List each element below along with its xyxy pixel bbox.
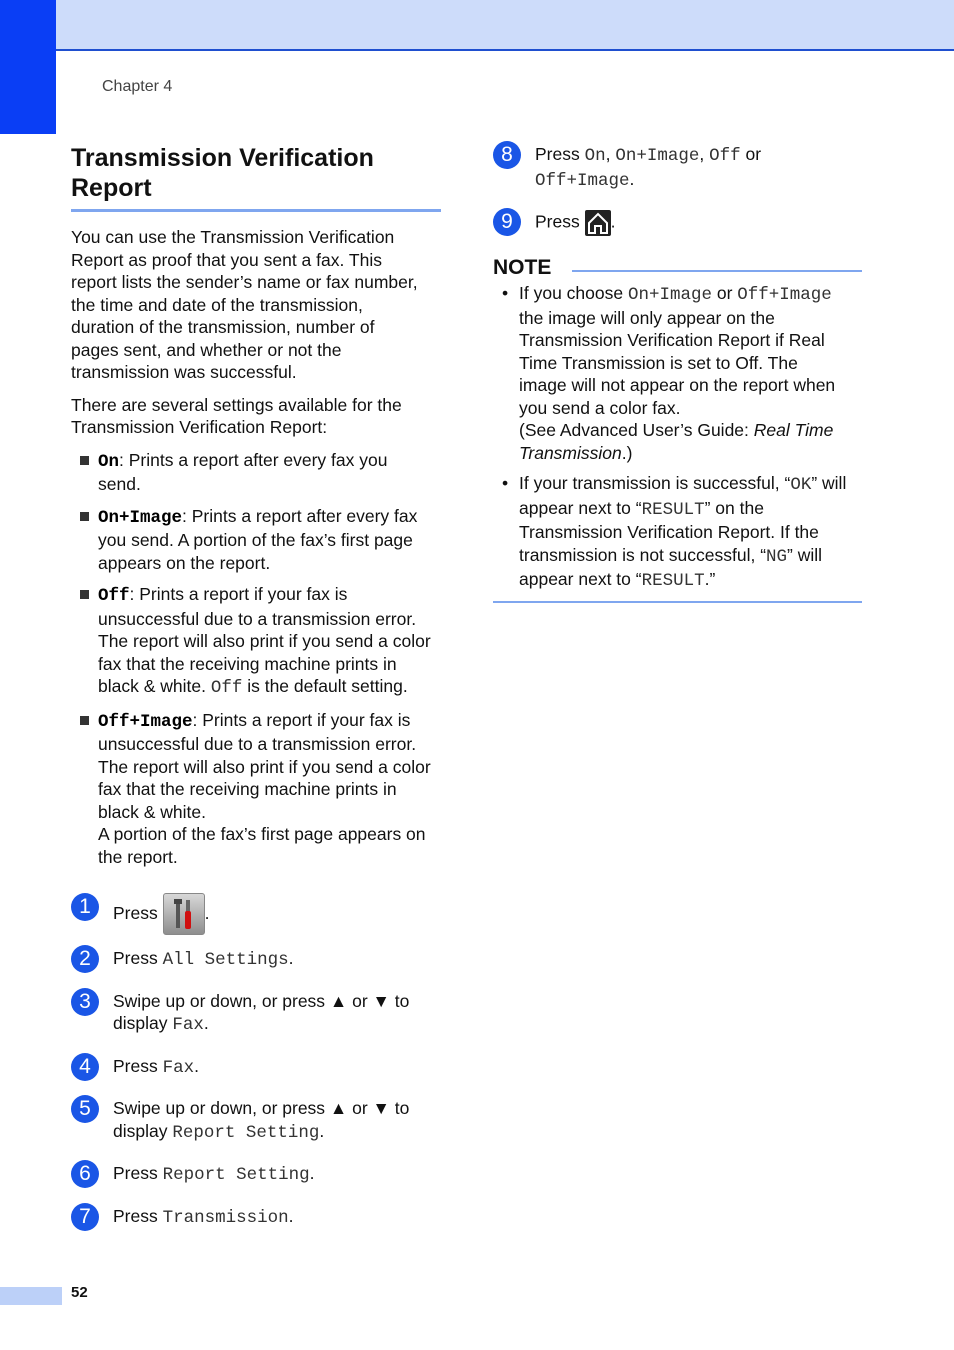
step-8: 8 Press On, On+Image, Off or Off+Image. [493,143,862,192]
footer-band [0,1287,62,1305]
step-4: 4 Press Fax. [71,1055,441,1080]
step-number: 2 [71,945,99,973]
header-band [0,0,954,51]
step-2: 2 Press All Settings. [71,947,441,972]
chapter-label: Chapter 4 [102,78,173,95]
home-icon [585,210,611,236]
step-number: 8 [493,141,521,169]
note-label: NOTE [493,256,552,279]
step-number: 1 [71,893,99,921]
option-off: Off: Prints a report if your fax is unsuccessful due to a transmission error. The report will also print if you send a color fax that the receiving machine prints in black & white. Off is the default setting. [71,583,441,700]
note-item-result: • If your transmission is successful, “OK” will appear next to “RESULT” on the Transmission Verification Report. If the transmission is not successful, “NG” will appear next to “RESULT.” [493,472,862,593]
step-1: 1 Press . [71,893,441,933]
note-list [493,282,862,593]
step-number: 6 [71,1160,99,1188]
note-header [493,256,862,282]
step-number: 4 [71,1053,99,1081]
settings-tools-icon [163,893,205,935]
page-number: 52 [71,1284,88,1301]
right-column [493,143,862,603]
step-3: 3 Swipe up or down, or press ▲ or ▼ to display Fax. [71,990,441,1037]
step-6: 6 Press Report Setting. [71,1162,441,1187]
settings-intro: There are several settings available for the Transmission Verification Report: [71,394,402,437]
option-off-image: Off+Image: Prints a report if your fax is unsuccessful due to a transmission error. The report will also print if you send a color fax that the receiving machine prints in black & white. A portion of the fax’s first page appears on the report. [71,709,441,869]
option-on-image: On+Image: Prints a report after every fax you send. A portion of the fax’s first page appears on the report. [71,505,441,575]
note-bottom-rule [493,601,862,603]
title-rule [71,209,441,212]
chapter-tab [0,0,56,134]
step-number: 9 [493,208,521,236]
step-number: 3 [71,988,99,1016]
step-7: 7 Press Transmission. [71,1205,441,1230]
options-list [71,449,441,869]
section-title: Transmission Verification Report [71,144,374,202]
step-number: 7 [71,1203,99,1231]
note-rule [572,270,862,272]
left-column [71,143,441,1229]
step-5: 5 Swipe up or down, or press ▲ or ▼ to display Report Setting. [71,1097,441,1144]
intro-paragraph: You can use the Transmission Verification Report as proof that you sent a fax. This report lists the sender’s name or fax number, the time and date of the transmission, duration of the transmission, number of pages sent, and whether or not the transmission was successful. [71,227,418,382]
option-on: On: Prints a report after every fax you send. [71,449,441,496]
step-number: 5 [71,1095,99,1123]
step-9: 9 Press . [493,210,862,240]
note-item-image: • If you choose On+Image or Off+Image the image will only appear on the Transmission Verification Report if Real Time Transmission is set to Off. The image will not appear on the report when you send a color fax. (See Advanced User’s Guide: Real Time Transmission.) [493,282,862,464]
